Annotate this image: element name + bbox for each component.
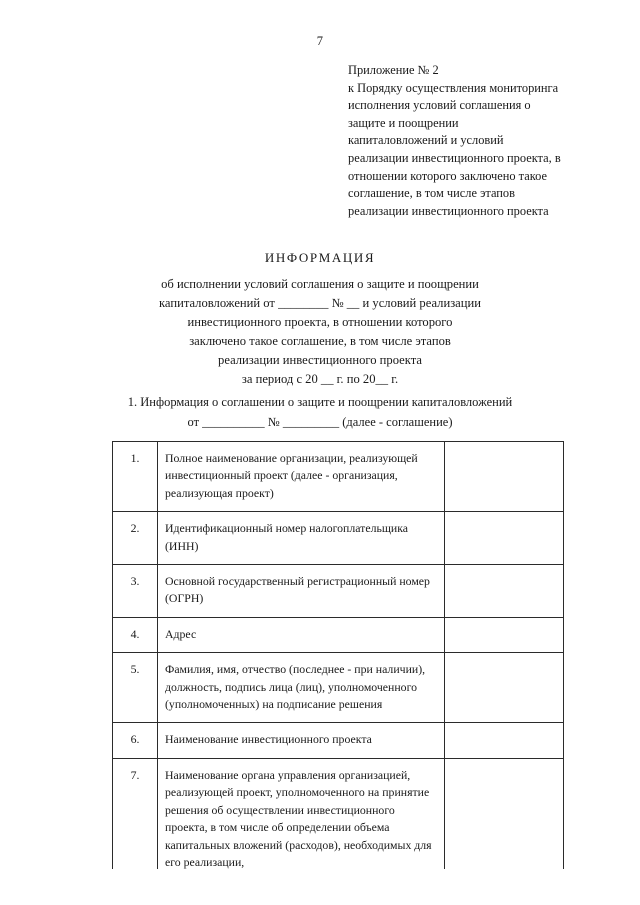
title-subline-3: инвестиционного проекта, в отношении которого	[187, 315, 453, 329]
appendix-header-line-9: реализации инвестиционного проекта	[348, 203, 549, 218]
appendix-header-line-1: Приложение № 2	[348, 63, 439, 77]
page-bottom-margin	[0, 869, 640, 905]
appendix-header-line-3: исполнения условий соглашения о	[348, 98, 531, 113]
row-number: 1.	[113, 442, 158, 512]
row-label: Фамилия, имя, отчество (последнее - при наличии), должность, подпись лица (лиц), уполномоченного (уполномоченных) на подписание решения	[158, 653, 445, 723]
appendix-header-line-2: к Порядку осуществления мониторинга	[348, 80, 559, 95]
section-1-line-2: от __________ № _________ (далее - соглашение)	[187, 415, 453, 429]
title-subline-1: об исполнении условий соглашения о защите и поощрении	[161, 277, 479, 291]
row-label: Идентификационный номер налогоплательщика (ИНН)	[158, 512, 445, 565]
row-label: Основной государственный регистрационный номер (ОГРН)	[158, 565, 445, 618]
appendix-header-line-4: защите и поощрении	[348, 115, 459, 130]
document-title	[70, 248, 570, 389]
title-subline-4: заключено такое соглашение, в том числе этапов	[189, 334, 451, 348]
table-row	[113, 653, 564, 723]
title-subline-2: капиталовложений от ________ № __ и условий реализации	[158, 296, 481, 310]
title-subline-5: реализации инвестиционного проекта	[218, 353, 422, 367]
row-number: 3.	[113, 565, 158, 618]
row-label: Наименование инвестиционного проекта	[158, 723, 445, 758]
row-label: Полное наименование организации, реализующей инвестиционный проект (далее - организация, реализующая проект)	[158, 442, 445, 512]
row-number: 5.	[113, 653, 158, 723]
appendix-header-line-7: отношении которого заключено такое	[348, 168, 547, 183]
row-value[interactable]	[445, 723, 564, 758]
row-label: Наименование органа управления организацией, реализующей проект, уполномоченного на принятие решения об осуществлении инвестиционного проекта, в том числе об определении объема капитальных вложений (расходов), необходимых для его реализации,	[158, 758, 445, 880]
row-value[interactable]	[445, 512, 564, 565]
appendix-header	[348, 62, 592, 220]
table-row	[113, 565, 564, 618]
row-number: 4.	[113, 617, 158, 652]
row-value[interactable]	[445, 442, 564, 512]
row-number: 7.	[113, 758, 158, 880]
table-row	[113, 723, 564, 758]
row-number: 2.	[113, 512, 158, 565]
table-row	[113, 617, 564, 652]
page-number: 7	[316, 34, 324, 48]
section-1-line-1: 1. Информация о соглашении о защите и поощрении капиталовложений	[127, 395, 513, 409]
row-number: 6.	[113, 723, 158, 758]
table-row	[113, 442, 564, 512]
appendix-header-line-8: соглашение, в том числе этапов	[348, 186, 515, 201]
row-value[interactable]	[445, 653, 564, 723]
agreement-info-table	[112, 441, 564, 881]
title-subline-6: за период с 20 __ г. по 20__ г.	[241, 372, 399, 386]
section-1-heading	[70, 392, 570, 432]
table-row	[113, 512, 564, 565]
table-row	[113, 758, 564, 880]
row-value[interactable]	[445, 617, 564, 652]
page-title: ИНФОРМАЦИЯ	[264, 250, 376, 265]
row-value[interactable]	[445, 758, 564, 880]
appendix-header-line-5: капиталовложений и условий	[348, 133, 504, 148]
appendix-header-line-6: реализации инвестиционного проекта, в	[348, 150, 561, 165]
row-label: Адрес	[158, 617, 445, 652]
row-value[interactable]	[445, 565, 564, 618]
